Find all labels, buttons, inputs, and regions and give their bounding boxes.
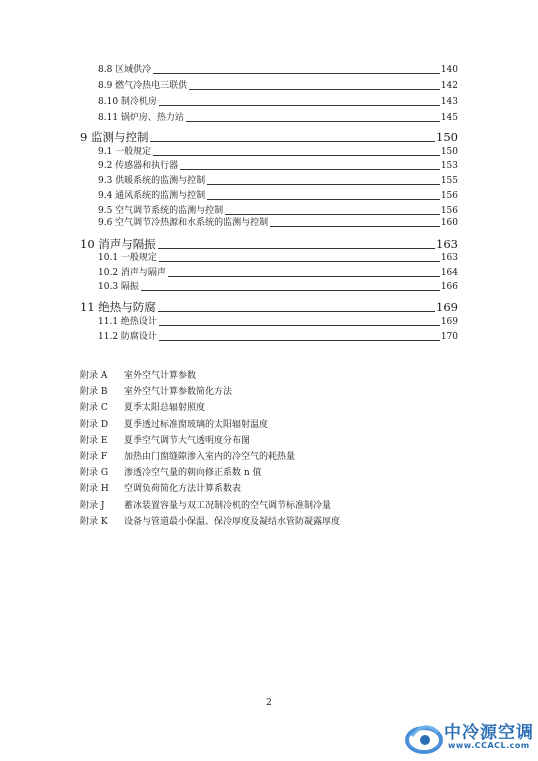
appendix-row bbox=[80, 516, 340, 528]
toc-page-number: 169 bbox=[440, 317, 458, 327]
appendix-row bbox=[80, 419, 268, 431]
appendix-code: 附录 D bbox=[80, 420, 109, 430]
toc-entry-label: 9.3 供暖系统的监测与控制 bbox=[98, 176, 206, 186]
toc-leader-line bbox=[153, 155, 440, 156]
toc-chapter-row bbox=[80, 130, 458, 144]
toc-page-number: 163 bbox=[440, 253, 458, 263]
toc-section-row bbox=[80, 267, 458, 279]
appendix-code: 附录 J bbox=[80, 501, 105, 511]
appendix-title: 室外空气计算参数简化方法 bbox=[124, 387, 233, 397]
toc-leader-line bbox=[159, 261, 440, 262]
appendix-title: 设备与管道最小保温、保冷厚度及凝结水管防凝露厚度 bbox=[124, 517, 341, 527]
toc-leader-line bbox=[159, 105, 440, 106]
watermark-title: 中冷源空调 bbox=[444, 723, 534, 743]
toc-page-number: 170 bbox=[440, 332, 458, 342]
toc-leader-line bbox=[158, 248, 435, 249]
toc-leader-line bbox=[153, 73, 440, 74]
toc-section-row bbox=[80, 160, 458, 172]
appendix-code: 附录 K bbox=[80, 517, 108, 527]
toc-entry-label: 8.10 制冷机房 bbox=[98, 97, 157, 107]
toc-entry-label: 9.1 一般规定 bbox=[98, 147, 152, 157]
appendix-row bbox=[80, 500, 331, 512]
appendix-row bbox=[80, 451, 295, 463]
toc-page-number: 153 bbox=[440, 161, 458, 171]
appendix-title: 夏季透过标准窗玻璃的太阳辐射温度 bbox=[124, 420, 269, 430]
toc-entry-label: 9.5 空气调节系统的监测与控制 bbox=[98, 206, 224, 216]
toc-section-row bbox=[80, 331, 458, 343]
toc-section-row bbox=[80, 80, 458, 92]
appendix-title: 空调负荷简化方法计算系数表 bbox=[124, 484, 242, 494]
appendix-row bbox=[80, 386, 232, 398]
toc-leader-line bbox=[225, 214, 440, 215]
appendix-code: 附录 G bbox=[80, 468, 109, 478]
toc-section-row bbox=[80, 96, 458, 108]
toc-leader-line bbox=[159, 325, 440, 326]
toc-leader-line bbox=[207, 199, 440, 200]
toc-entry-label: 9.6 空气调节冷热源和水系统的监测与控制 bbox=[98, 218, 269, 228]
appendix-title: 室外空气计算参数 bbox=[124, 371, 197, 381]
toc-section-row bbox=[80, 175, 458, 187]
appendix-row bbox=[80, 435, 250, 447]
appendix-row bbox=[80, 402, 205, 414]
toc-entry-label: 9 监测与控制 bbox=[80, 130, 149, 144]
appendix-code: 附录 B bbox=[80, 387, 108, 397]
toc-page-number: 155 bbox=[440, 176, 458, 186]
toc-chapter-row bbox=[80, 300, 458, 314]
toc-entry-label: 11.1 绝热设计 bbox=[98, 317, 157, 327]
appendix-title: 夏季太阳总辐射照度 bbox=[124, 403, 206, 413]
toc-entry-label: 10.2 消声与隔声 bbox=[98, 268, 166, 278]
page-number: 2 bbox=[266, 698, 272, 708]
toc-leader-line bbox=[180, 169, 440, 170]
toc-section-row bbox=[80, 146, 458, 158]
swirl-logo-icon bbox=[402, 716, 446, 760]
toc-leader-line bbox=[168, 276, 440, 277]
toc-page-number: 156 bbox=[440, 206, 458, 216]
appendix-row bbox=[80, 370, 196, 382]
appendix-title: 蓄冰装置容量与双工况制冷机的空气调节标准制冷量 bbox=[124, 501, 332, 511]
toc-leader-line bbox=[141, 290, 440, 291]
toc-entry-label: 11.2 防腐设计 bbox=[98, 332, 157, 342]
toc-page-number: 160 bbox=[440, 218, 458, 228]
toc-page-number: 163 bbox=[436, 237, 458, 251]
toc-entry-label: 8.9 燃气冷热电三联供 bbox=[98, 81, 188, 91]
toc-chapter-row bbox=[80, 237, 458, 251]
appendix-title: 夏季空气调节大气透明度分布图 bbox=[124, 436, 251, 446]
toc-leader-line bbox=[207, 184, 440, 185]
toc-entry-label: 9.2 传感器和执行器 bbox=[98, 161, 179, 171]
toc-page-number: 142 bbox=[440, 81, 458, 91]
appendix-code: 附录 F bbox=[80, 452, 108, 462]
toc-entry-label: 10 消声与隔振 bbox=[80, 237, 156, 251]
toc-section-row bbox=[80, 316, 458, 328]
appendix-code: 附录 A bbox=[80, 371, 108, 381]
toc-entry-label: 11 绝热与防腐 bbox=[80, 300, 156, 314]
toc-section-row bbox=[80, 64, 458, 76]
toc-section-row bbox=[80, 252, 458, 264]
toc-leader-line bbox=[270, 226, 440, 227]
appendix-code: 附录 H bbox=[80, 484, 109, 494]
toc-section-row bbox=[80, 112, 458, 124]
toc-section-row bbox=[80, 217, 458, 229]
appendix-row bbox=[80, 467, 262, 479]
appendix-title: 加热由门窗缝隙渗入室内的冷空气的耗热量 bbox=[124, 452, 296, 462]
watermark-url: www.CCACL.com bbox=[448, 741, 530, 750]
toc-section-row bbox=[80, 190, 458, 202]
toc-page-number: 156 bbox=[440, 191, 458, 201]
toc-leader-line bbox=[189, 89, 440, 90]
toc-leader-line bbox=[159, 340, 440, 341]
appendix-row bbox=[80, 483, 241, 495]
toc-page-number: 169 bbox=[436, 300, 458, 314]
watermark-logo bbox=[400, 714, 538, 761]
toc-page-number: 143 bbox=[440, 97, 458, 107]
toc-page-number: 164 bbox=[440, 268, 458, 278]
toc-entry-label: 10.3 隔振 bbox=[98, 282, 139, 292]
appendix-code: 附录 C bbox=[80, 403, 108, 413]
toc-entry-label: 9.4 通风系统的监测与控制 bbox=[98, 191, 206, 201]
toc-leader-line bbox=[186, 121, 440, 122]
appendix-code: 附录 E bbox=[80, 436, 108, 446]
toc-leader-line bbox=[150, 141, 435, 142]
toc-page-number: 150 bbox=[436, 130, 458, 144]
toc-page-number: 145 bbox=[440, 113, 458, 123]
toc-page-number: 166 bbox=[440, 282, 458, 292]
toc-section-row bbox=[80, 205, 458, 217]
toc-page-number: 150 bbox=[440, 147, 458, 157]
toc-entry-label: 8.8 区域供冷 bbox=[98, 65, 152, 75]
toc-leader-line bbox=[158, 311, 435, 312]
appendix-title: 渗透冷空气量的朝向修正系数 n 值 bbox=[124, 468, 262, 478]
toc-section-row bbox=[80, 281, 458, 293]
toc-entry-label: 10.1 一般规定 bbox=[98, 253, 157, 263]
toc-entry-label: 8.11 锅炉房、热力站 bbox=[98, 113, 184, 123]
toc-page-number: 140 bbox=[440, 65, 458, 75]
